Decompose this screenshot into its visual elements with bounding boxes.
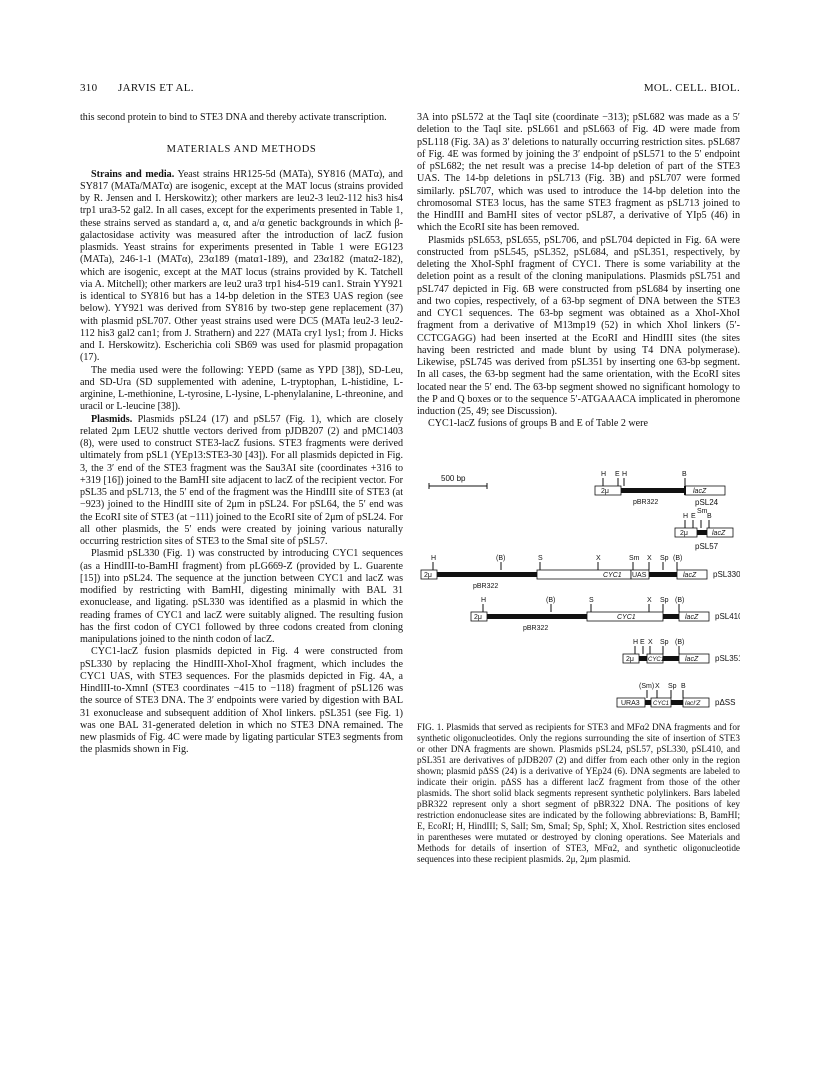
site-label: E bbox=[640, 639, 645, 646]
segment-label: 2μ bbox=[601, 488, 609, 495]
site-label: X bbox=[647, 597, 652, 604]
site-label: Sm bbox=[629, 555, 640, 562]
segment-label: UAS bbox=[632, 572, 647, 579]
site-label: H bbox=[431, 555, 437, 562]
site-label: B bbox=[707, 513, 712, 520]
page-number: 310 bbox=[80, 82, 98, 94]
segment-label: lacZ bbox=[685, 656, 699, 663]
site-label: Sp bbox=[660, 597, 669, 604]
site-label: H bbox=[481, 597, 487, 604]
segment-label: lacZ bbox=[712, 530, 726, 537]
segment-label: pBR322 bbox=[523, 625, 549, 632]
plasmid-name: pΔSS bbox=[715, 698, 736, 707]
plasmid-name: pSL330 bbox=[713, 570, 740, 579]
plasmid-map-psl351 bbox=[623, 639, 740, 663]
site-label: X bbox=[648, 639, 653, 646]
site-label: (B) bbox=[673, 555, 683, 562]
segment-label: CYC1 bbox=[653, 701, 670, 707]
right-paragraph-3: CYC1-lacZ fusions of groups B and E of Table 2 were bbox=[428, 418, 649, 430]
caption-label: FIG. 1. bbox=[417, 722, 444, 732]
segment-label: lacZ bbox=[683, 572, 697, 579]
site-label: H bbox=[622, 471, 628, 478]
site-label: H bbox=[601, 471, 607, 478]
site-label: B bbox=[681, 683, 686, 690]
site-label: (Sm) bbox=[639, 683, 655, 690]
segment-label: 2μ bbox=[474, 614, 482, 621]
plasmids-text: Plasmids pSL24 (17) and pSL57 (Fig. 1), which are closely related 2μm LEU2 shuttle vectors derived from pJDB207 (2) and pMC1403 (8), were used to construct STE3-lacZ fusions. STE3 fragments were derived ultimately from pSL1 (YEp13:STE3-30 [43]). For all plasmids depicted in Fig. 3, the 3′ end of the STE3 fragment was the Sau3AI site (coordinates +316 to +319 [16]) joined to the BamHI site adjacent to lacZ of the recipient vector. For pSL35 and pSL713, the 5′ end of the fragment was the HindIII site of STE3 (at −923) joined to the HindIII site of 2μm in pSL24. For pSL64, the 5′ end was the EcoRI site of STE3 (at −111) joined to the EcoRI site of 2μm of pSL24. For all other plasmids, the 5′ ends were created by joining various naturally occurring restriction sites of STE3 to the SmaI site of pSL57. bbox=[80, 413, 403, 547]
plasmid-name: pSL351 bbox=[715, 654, 740, 663]
strains-heading: Strains and media. bbox=[91, 168, 175, 180]
right-column bbox=[417, 112, 740, 431]
site-label: S bbox=[589, 597, 594, 604]
segment-label: pBR322 bbox=[633, 499, 659, 506]
figure-1-plasmid-maps bbox=[417, 452, 740, 722]
segment-label: pBR322 bbox=[473, 583, 499, 590]
right-paragraph-1: 3A into pSL572 at the TaqI site (coordinate −313); pSL682 was made as a 5′ deletion to the TaqI site. pSL661 and pSL663 of Fig. 4D were made from pSL118 (Fig. 3A) as 3′ deletions to naturally occurring restriction sites. pSL687 of Fig. 4E was formed by joining the 3′ endpoint of pSL571 to the 5′ endpoint of pSL682; the net result was a precise 14-bp deletion of part of the STE3 UAS. The 14-bp deletions in pSL713 (Fig. 3B) and pSL707 were formed similarly. pSL707, which was used to introduce the 14-bp deletion into the chromosomal STE3 locus, has the same STE3 fragment as pSL713 joined to the HindIII and BamHI sites of vector pSL87, a derivative of YIp5 (46) in which the EcoRI site has been removed. bbox=[417, 112, 740, 234]
segment-label: lacI′Z bbox=[685, 700, 701, 707]
site-label: Sm bbox=[697, 508, 708, 515]
section-title: MATERIALS AND METHODS bbox=[166, 144, 317, 156]
plasmid-name: pSL410 bbox=[715, 612, 740, 621]
figure-caption bbox=[417, 722, 740, 865]
site-label: (B) bbox=[546, 597, 556, 604]
plasmid-map-psl330 bbox=[421, 555, 740, 590]
site-label: H bbox=[633, 639, 639, 646]
psl330-paragraph: Plasmid pSL330 (Fig. 1) was constructed by introducing CYC1 sequences (as a HindIII-to-BamHI fragment) from pLG669-Z (provided by L. Guarente [15]) into pSL24. The sequence at the junction between CYC1 and lacZ was modified by restricting with BamHI, digesting minimally with BAL 31 exonuclease, and ligating. pSL330 was identified as a plasmid in which the reading frames of CYC1 and lacZ were suitably aligned. The resulting fusion has the first codon of CYC1 followed by three codons created from cloning manipulations joined to the ninth codon of lacZ. bbox=[80, 548, 403, 645]
strains-text: Yeast strains HR125-5d (MATa), SY816 (MATα), and SY817 (MATa/MATα) are isogenic, except at the MAT locus (strains provided by R. Jensen and I. Herskowitz); other markers are leu2-3 leu2-112 his3 his4 trp1 ura3-52 gal2. In all cases, except for the experiments presented in Table 1, these strains served as standard a, α, and a/α genetic backgrounds in which β-galactosidase activity was measured after the introduction of lacZ fusion plasmids. Yeast strains for experiments presented in Table 1 were EG123 (MATa), 246-1-1 (MATα), 23α189 (matα1-189), and 23α182 (matα2-182), which are isogenic, except at the MAT locus (strains provided by K. Tatchell via A. Mitchell); other markers are leu2 ura3 trp1 his4-519 can1. Strain YY921 is identical to SY816 but has a 14-bp deletion in the STE3 UAS region (see below). YY921 was derived from SY816 by two-step gene replacement (37) with plasmid pSL707. Other yeast strains used were DC5 (MATa leu2-3 leu2-112 his3 gal2 can1; from J. Strathern) and 227 (MATa cry1 lys1; from J. Hicks and I. Herskowitz). Escherichia coli SB69 was used for plasmid propagation (17). bbox=[80, 168, 403, 364]
site-label: Sp bbox=[668, 683, 677, 690]
scale-label: 500 bp bbox=[441, 474, 466, 483]
plasmid-diagram bbox=[417, 452, 740, 722]
site-label: (B) bbox=[675, 597, 685, 604]
site-label: H bbox=[683, 513, 689, 520]
plasmids-paragraph bbox=[80, 414, 403, 549]
segment-label: CYC1 bbox=[648, 657, 665, 663]
site-label: (B) bbox=[675, 639, 685, 646]
site-label: X bbox=[647, 555, 652, 562]
site-label: Sp bbox=[660, 639, 669, 646]
running-authors: JARVIS ET AL. bbox=[118, 82, 194, 94]
plasmid-map-psl24 bbox=[595, 471, 725, 507]
site-label: E bbox=[615, 471, 620, 478]
strains-paragraph bbox=[80, 169, 403, 365]
plasmid-name: pSL24 bbox=[695, 498, 719, 507]
site-label: (B) bbox=[496, 555, 506, 562]
intro-tail-paragraph: this second protein to bind to STE3 DNA and thereby activate transcription. bbox=[80, 112, 387, 123]
journal-name: MOL. CELL. BIOL. bbox=[643, 82, 740, 94]
plasmid-name: pSL57 bbox=[695, 542, 719, 551]
site-label: X bbox=[596, 555, 601, 562]
segment-label: URA3 bbox=[621, 700, 640, 707]
segment-label: CYC1 bbox=[603, 572, 622, 579]
plasmid-map-pdss bbox=[617, 683, 735, 707]
segment-label: CYC1 bbox=[617, 614, 636, 621]
site-label: E bbox=[691, 513, 696, 520]
cyc1-paragraph: CYC1-lacZ fusion plasmids depicted in Fig. 4 were constructed from pSL330 by replacing the HindIII-XhoI-XhoI fragment, which includes the CYC1 UAS, with STE3 sequences. For the plasmids depicted in Fig. 4A, a HindIII-to-XmnI (STE3 coordinates −415 to −118) fragment of pSL126 was the source of STE3 DNA. The 3′ endpoints were varied by digestion with BAL 31 exonuclease and subsequent addition of XhoI linkers. pSL351 (see Fig. 1) was one BAL 31-generated deletion in which no STE3 DNA remained. The new plasmids of Fig. 4C were made by ligating particular STE3 segments from the plasmids shown in Fig. bbox=[80, 646, 403, 756]
media-paragraph: The media used were the following: YEPD (same as YPD [38]), SD-Leu, and SD-Ura (SD supplemented with adenine, L-tryptophan, L-histidine, L-arginine, L-methionine, L-tyrosine, L-lysine, L-phenylalanine, L-threonine, and uracil or L-leucine [38]). bbox=[80, 364, 403, 413]
site-label: B bbox=[682, 471, 687, 478]
plasmid-map-psl57 bbox=[675, 508, 733, 551]
running-header bbox=[80, 82, 740, 98]
segment-label: 2μ bbox=[626, 656, 634, 663]
site-label: X bbox=[655, 683, 660, 690]
segment-label: 2μ bbox=[424, 572, 432, 579]
left-column bbox=[80, 112, 403, 757]
site-label: S bbox=[538, 555, 543, 562]
segment-label: lacZ bbox=[693, 488, 707, 495]
segment-label: 2μ bbox=[680, 530, 688, 537]
plasmid-map-psl410 bbox=[471, 597, 740, 632]
plasmids-heading: Plasmids. bbox=[91, 413, 133, 425]
caption-text: Plasmids that served as recipients for STE3 and MFα2 DNA fragments and for synthetic oligonucleotides. Only the regions surrounding the site of insertion of STE3 or other DNA fragments are shown. Plasmids pSL24, pSL57, pSL330, pSL410, and pSL351 are derivatives of pJDB207 (2) and differ from each other only in the region shown; plasmid pΔSS (24) is a derivative of YEp24 (6). DNA segments are labeled to indicate their origin. pΔSS has a different lacZ fragment from those of the other plasmids. The short solid black segments represent synthetic polylinkers. Bars labeled pBR322 represent only a short segment of pBR322 DNA. The positions of key restriction endonuclease sites are indicated by the following abbreviations: B, BamHI; E, EcoRI; H, HindIII; S, SalI; Sm, SmaI; Sp, SphI; X, XhoI. Restriction sites enclosed in parentheses were mutated or destroyed by cloning operations. See Materials and Methods for details of insertion of STE3, MFα2, and synthetic oligonucleotide sequences into these recipient plasmids. 2μ, 2μm plasmid. bbox=[417, 722, 741, 864]
segment-label: lacZ bbox=[685, 614, 699, 621]
right-paragraph-2: Plasmids pSL653, pSL655, pSL706, and pSL704 depicted in Fig. 6A were constructed from pSL545, pSL352, pSL684, and pSL351, respectively, by deleting the XhoI-SphI fragment of CYC1. There is some variability at the deletion point as a result of the cloning manipulations. Plasmids pSL751 and pSL747 depicted in Fig. 6B were constructed from pSL684 by inserting one and two copies, respectively, of a 63-bp segment of DNA between the STE3 and CYC1 sequences. The 63-bp segment was obtained as a XhoI-XhoI fragment from a derivative of M13mp19 (52) in which XhoI linkers (5′-CCTCGAGG) had been inserted at the EcoRI and HindIII sites (the sites having been restricted and made blunt by using T4 DNA polymerase). Likewise, pSL745 was derived from pSL351 by inserting one 63-bp segment. In all cases, the 63-bp segment had the same orientation, with the EcoRI sites located near the 5′ end. The 63-bp segment showed no significant homology to the P and Q boxes or to the sequence 5′-ATGAAACA implicated in pheromone induction (25, 49; see Discussion). bbox=[417, 234, 740, 417]
site-label: Sp bbox=[660, 555, 669, 562]
